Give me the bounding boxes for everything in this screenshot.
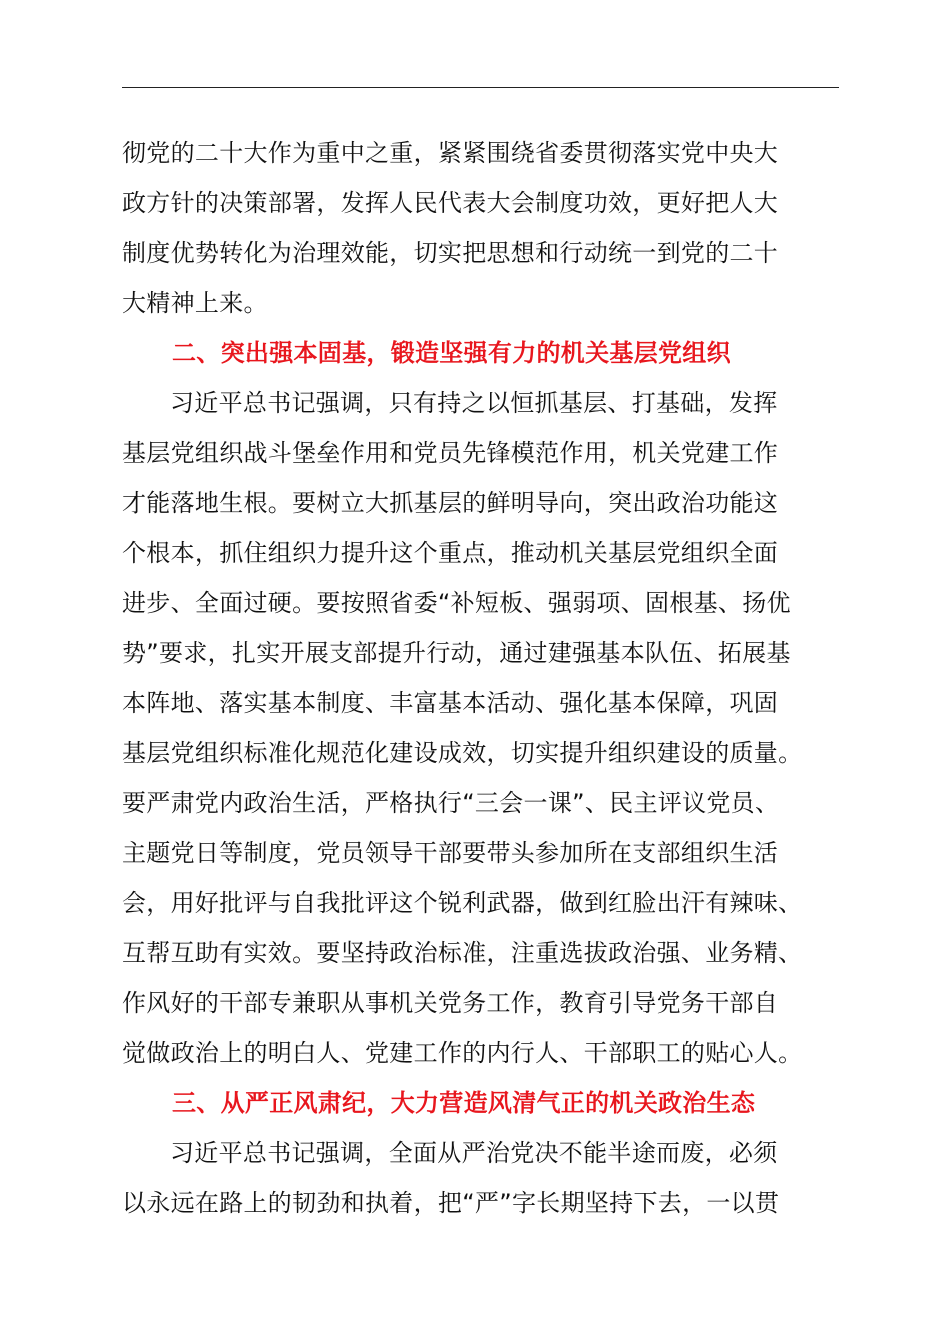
- body-line: 本阵地、落实基本制度、丰富基本活动、强化基本保障，巩固: [122, 689, 779, 717]
- body-line: 互帮互助有实效。要坚持政治标准，注重选拔政治强、业务精、: [122, 939, 803, 967]
- body-line: 制度优势转化为治理效能，切实把思想和行动统一到党的二十: [122, 239, 779, 267]
- body-line: 大精神上来。: [122, 289, 268, 317]
- body-line: 个根本，抓住组织力提升这个重点，推动机关基层党组织全面: [122, 539, 779, 567]
- body-line: 会，用好批评与自我批评这个锐利武器，做到红脸出汗有辣味、: [122, 889, 803, 917]
- body-line: 以永远在路上的韧劲和执着，把“严”字长期坚持下去，一以贯: [122, 1189, 780, 1217]
- section-heading-2: 二、突出强本固基，锻造坚强有力的机关基层党组织: [172, 339, 731, 367]
- body-line: 觉做政治上的明白人、党建工作的内行人、干部职工的贴心人。: [122, 1039, 803, 1067]
- body-line: 才能落地生根。要树立大抓基层的鲜明导向，突出政治功能这: [122, 489, 779, 517]
- body-line: 势”要求，扎实开展支部提升行动，通过建强基本队伍、拓展基: [122, 639, 791, 667]
- header-rule: [122, 87, 839, 88]
- body-line: 要严肃党内政治生活，严格执行“三会一课”、民主评议党员、: [122, 789, 780, 817]
- body-line: 彻党的二十大作为重中之重，紧紧围绕省委贯彻落实党中央大: [122, 139, 779, 167]
- document-body: [122, 128, 852, 1228]
- body-line: 政方针的决策部署，发挥人民代表大会制度功效，更好把人大: [122, 189, 779, 217]
- body-line: 主题党日等制度，党员领导干部要带头参加所在支部组织生活: [122, 839, 779, 867]
- body-line: 作风好的干部专兼职从事机关党务工作，教育引导党务干部自: [122, 989, 779, 1017]
- section-heading-3: 三、从严正风肃纪，大力营造风清气正的机关政治生态: [172, 1089, 756, 1117]
- body-line: 进步、全面过硬。要按照省委“补短板、强弱项、固根基、扬优: [122, 589, 791, 617]
- body-line: 基层党组织战斗堡垒作用和党员先锋模范作用，机关党建工作: [122, 439, 779, 467]
- body-line: 基层党组织标准化规范化建设成效，切实提升组织建设的质量。: [122, 739, 803, 767]
- paragraph-first-line: 习近平总书记强调，全面从严治党决不能半途而废，必须: [170, 1139, 778, 1167]
- paragraph-first-line: 习近平总书记强调，只有持之以恒抓基层、打基础，发挥: [170, 389, 778, 417]
